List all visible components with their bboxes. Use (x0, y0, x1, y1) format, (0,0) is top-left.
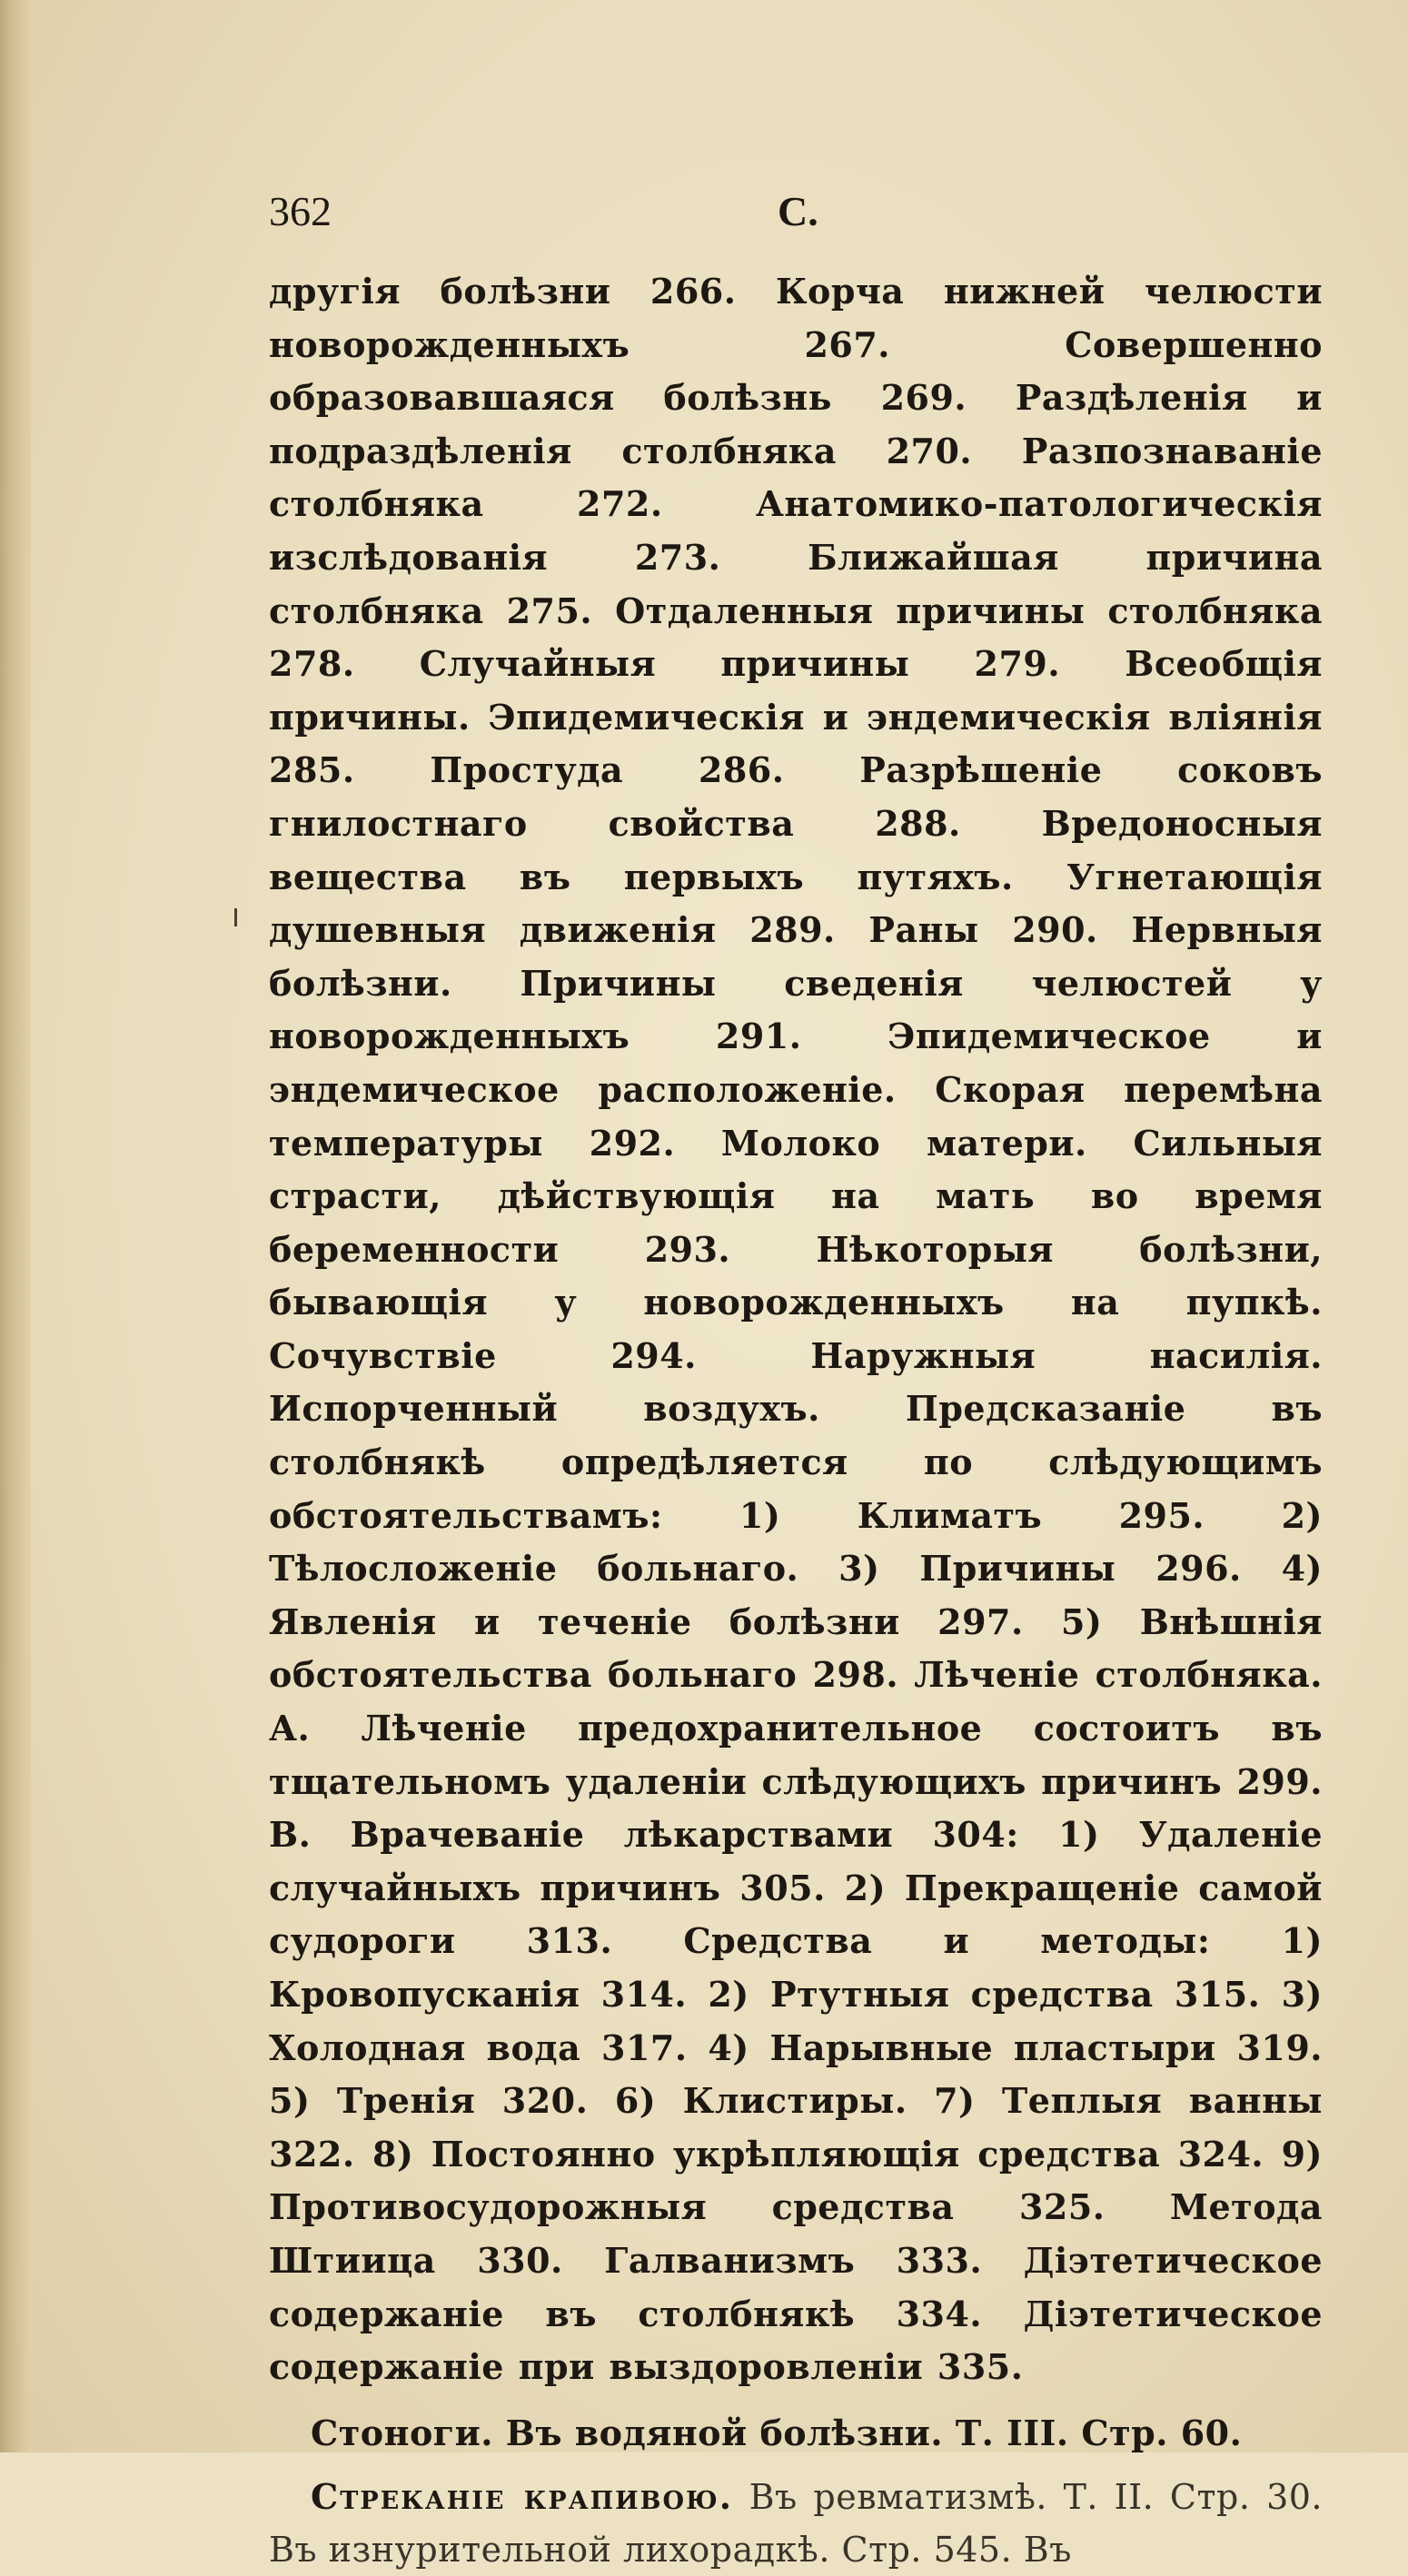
index-body (269, 265, 1323, 2576)
index-entry-text: Въ ревматизмѣ. Т. II. Стр. 30. Въ изнурительной лихорадкѣ. Стр. 545. Въ (269, 2476, 1323, 2570)
page-header (269, 187, 1323, 251)
page-binding-edge (0, 0, 31, 2452)
index-entry-heading: Стреканіе крапивою. (311, 2475, 733, 2517)
margin-mark (234, 908, 237, 926)
running-head: С. (778, 188, 818, 234)
index-entry-stonogi: Стоноги. Въ водяной болѣзни. Т. III. Стр. 60. (311, 2412, 1243, 2453)
index-paragraph: другія болѣзни 266. Корча нижней челюсти новорожденныхъ 267. Совершенно образовавшаяся болѣзнь 269. Раздѣленія и подраздѣленія столбняка 270. Разпознаваніе столбняка 272. Анатомико-патологическія изслѣдованія 273. Ближайшая причина столбняка 275. Отдаленныя причины столбняка 278. Случайныя причины 279. Всеобщія причины. Эпидемическія и эндемическія вліянія 285. Простуда 286. Разрѣшеніе соковъ гнилостнаго свойства 288. Вредоносныя вещества въ первыхъ путяхъ. Угнетающія душевныя движенія 289. Раны 290. Нервныя болѣзни. Причины сведенія челюстей у новорожденныхъ 291. Эпидемическое и эндемическое расположеніе. Скорая перемѣна температуры 292. Молоко матери. Сильныя страсти, дѣйствующія на мать во время беременности 293. Нѣкоторыя болѣзни, бывающія у новорожденныхъ на пупкѣ. Сочувствіе 294. Наружныя насилія. Испорченный воздухъ. Предсказаніе въ столбнякѣ опредѣляется по слѣдующимъ обстоятельствамъ: 1) Климатъ 295. 2) Тѣлосложеніе больнаго. 3) Причины 296. 4) Явленія и теченіе болѣзни 297. 5) Внѣшнія обстоятельства больнаго 298. Лѣченіе столбняка. А. Лѣченіе предохранительное состоитъ въ тщательномъ удаленіи слѣдующихъ причинъ 299. В. Врачеваніе лѣкарствами 304: 1) Удаленіе случайныхъ причинъ 305. 2) Прекращеніе самой судороги 313. Средства и методы: 1) Кровопусканія 314. 2) Ртутныя средства 315. 3) Холодная вода 317. 4) Нарывные пластыри 319. 5) Тренія 320. 6) Клистиры. 7) Теплыя ванны 322. 8) Постоянно укрѣпляющія средства 324. 9) Противосудорожныя средства 325. Метода Штиица 330. Галванизмъ 333. Діэтетическое содержаніе въ столбнякѣ 334. Діэтетическое содержаніе при выздоровленіи 335. (269, 271, 1323, 2388)
page-number: 362 (269, 188, 332, 234)
index-entry-strekanie (269, 2471, 1323, 2576)
